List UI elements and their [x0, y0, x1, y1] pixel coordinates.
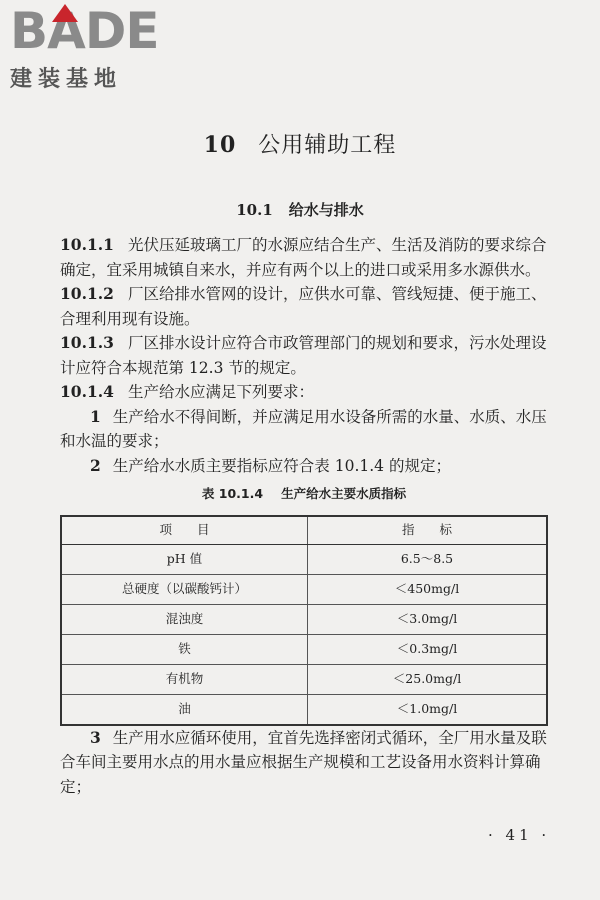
- water-quality-table: [60, 515, 548, 726]
- clause-10-1-3: 10.1.3 厂区排水设计应符合市政管理部门的规划和要求，污水处理设计应符合本规范第 12.3 节的规定。: [60, 333, 547, 377]
- logo-subtitle: 建装基地: [10, 67, 123, 92]
- list-item: 3 生产用水应循环使用，宜首先选择密闭式循环，全厂用水量及联合车间主要用水点的用水量应根据生产规模和工艺设备用水资料计算确定；: [60, 727, 547, 796]
- page-number: · 41 ·: [488, 826, 551, 844]
- table-row: 有机物 ＜25.0mg/l: [61, 664, 547, 694]
- table-header-row: [61, 516, 547, 545]
- table-row: 油 ＜1.0mg/l: [61, 694, 547, 725]
- bade-logo: [10, 2, 175, 93]
- clause-10-1-2: 10.1.2 厂区给排水管网的设计，应供水可靠、管线短捷、便于施工、合理利用现有设施。: [60, 284, 547, 328]
- table-caption: 表 10.1.4 生产给水主要水质指标: [201, 486, 407, 501]
- section-heading: [0, 199, 600, 220]
- column-header-index: 指 标: [308, 516, 548, 545]
- logo-triangle-icon: A: [47, 2, 85, 60]
- list-item: 2 生产给水水质主要指标应符合表 10.1.4 的规定；: [90, 455, 451, 475]
- page-body: [60, 233, 548, 799]
- clause-10-1-1: 10.1.1 光伏压延玻璃工厂的水源应结合生产、生活及消防的要求综合确定，宜采用城镇自来水，并应有两个以上的进口或采用多水源供水。: [60, 235, 547, 279]
- logo-wordmark: B A DE: [10, 2, 159, 60]
- list-item: 1 生产给水不得间断，并应满足用水设备所需的水量、水质、水压和水温的要求；: [60, 406, 547, 450]
- table-row: 混浊度 ＜3.0mg/l: [61, 604, 547, 634]
- chapter-heading: [0, 128, 600, 159]
- clause-10-1-4: 10.1.4 生产给水应满足下列要求：: [60, 382, 314, 401]
- chapter-number: 10: [203, 132, 237, 158]
- chapter-title: 公用辅助工程: [258, 133, 397, 158]
- column-header-item: 项 目: [61, 516, 308, 545]
- section-number: 10.1: [236, 201, 273, 219]
- section-title: 给水与排水: [288, 201, 364, 219]
- table-row: pH 值 6.5～8.5: [61, 544, 547, 574]
- table-row: 铁 ＜0.3mg/l: [61, 634, 547, 664]
- table-row: 总硬度（以碳酸钙计） ＜450mg/l: [61, 574, 547, 604]
